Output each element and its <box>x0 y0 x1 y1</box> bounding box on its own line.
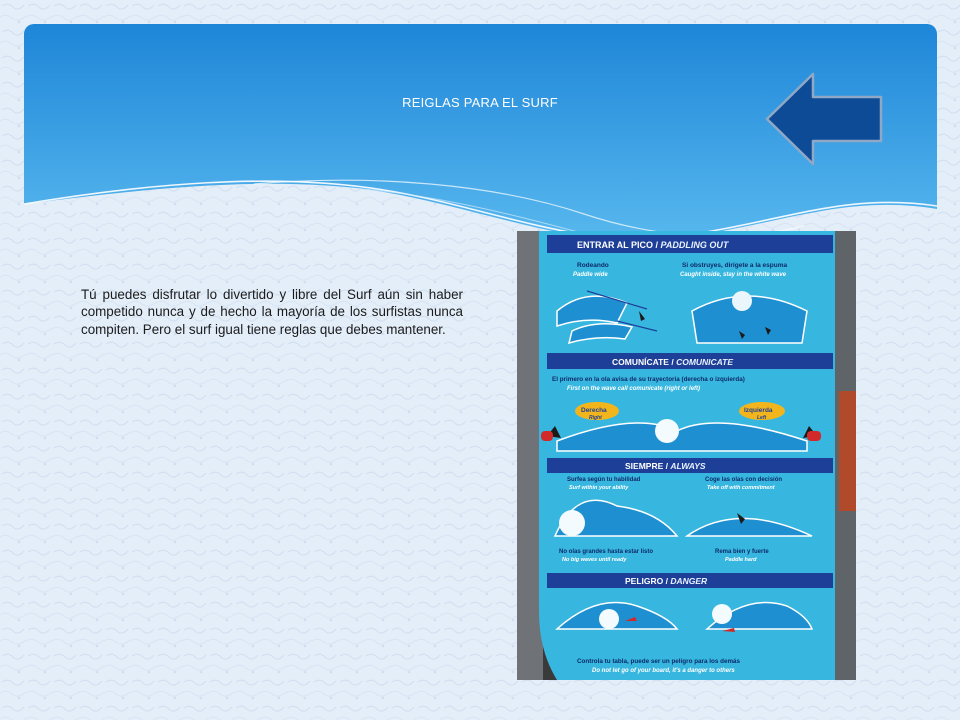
sign-caption: Paddle wide <box>573 272 608 278</box>
sign-caption: Si obstruyes, dirígete a la espuma <box>682 262 788 269</box>
sign-bubble-label: Izquierda <box>744 407 773 414</box>
left-arrow-icon <box>765 72 883 166</box>
sign-caption: Do not let go of your board, it's a danger to others <box>592 668 735 674</box>
surf-rules-sign-photo <box>517 231 856 680</box>
body-paragraph: Tú puedes disfrutar lo divertido y libre del Surf aún sin haber competido nunca y de hecho la mayoría de los surfistas nunca compiten. Pero el surf igual tiene reglas que debes mantener. <box>81 287 463 337</box>
sign-bubble-label: Left <box>757 415 767 421</box>
sign-caption: Rodeando <box>577 262 609 269</box>
sign-heading-1: ENTRAR AL PICO / PADDLING OUT <box>577 240 729 250</box>
sign-bubble-label: Right <box>589 415 602 421</box>
sign-heading-4: PELIGRO / DANGER <box>625 576 708 586</box>
sign-heading-3: SIEMPRE / ALWAYS <box>625 461 706 471</box>
sign-caption: No big waves until ready <box>562 557 627 563</box>
sign-caption: Caught inside, stay in the white wave <box>680 272 787 278</box>
sign-caption: First on the wave call comunicate (right or left) <box>567 386 701 392</box>
sign-caption: No olas grandes hasta estar listo <box>559 549 654 555</box>
sign-caption: Coge las olas con decisión <box>705 477 783 483</box>
sign-caption: Paddle hard <box>725 557 757 563</box>
sign-caption: Rema bien y fuerte <box>715 549 769 555</box>
sign-heading-2: COMUNÍCATE / COMUNICATE <box>612 357 734 367</box>
sign-caption: Surf within your ability <box>569 485 629 491</box>
back-button[interactable] <box>765 72 883 166</box>
sign-caption: Surfea según tu habilidad <box>567 477 641 483</box>
sign-caption: Controla tu tabla, puede ser un peligro para los demás <box>577 658 741 665</box>
sign-caption: El primero en la ola avisa de su trayectoria (derecha o izquierda) <box>552 376 745 383</box>
sign-bubble-label: Derecha <box>581 407 607 414</box>
slide-title: REIGLAS PARA EL SURF <box>402 95 558 110</box>
sign-caption: Take off with commitment <box>707 485 775 491</box>
